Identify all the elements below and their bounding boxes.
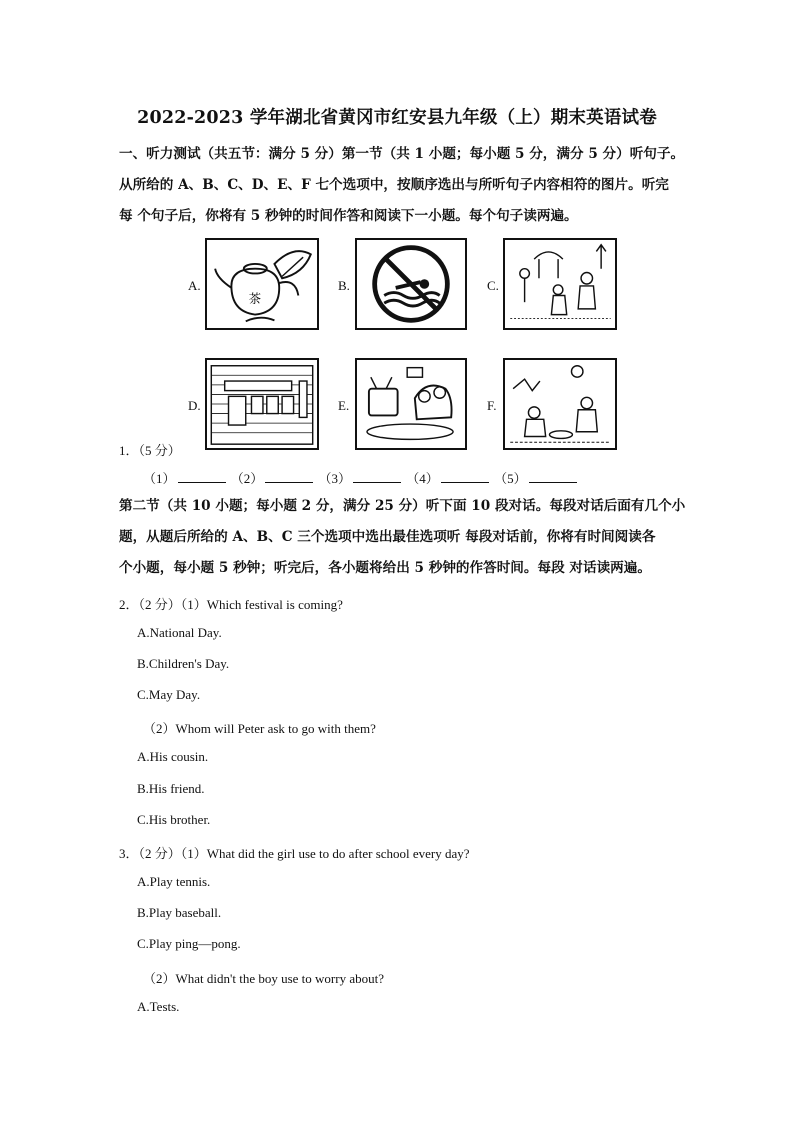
- option[interactable]: A.His cousin.: [137, 749, 209, 764]
- option[interactable]: C.May Day.: [137, 687, 201, 702]
- answer-blank[interactable]: [353, 471, 401, 483]
- blank-label: （2）: [230, 471, 264, 486]
- question-3-head: 3．（2 分）（1）What did the girl use to do after school every day?: [119, 846, 470, 861]
- answer-blank[interactable]: [441, 471, 489, 483]
- instruction-line: 个小题，每小题 5 秒钟；听完后，各小题将给出 5 秒钟的作答时间。每段 对话读两遍。: [119, 560, 651, 576]
- instruction-line: 从所给的 A、B、C、D、E、F 七个选项中，按顺序选出与所听句子内容相符的图片。听完: [119, 177, 669, 193]
- blank-label: （3）: [318, 471, 352, 486]
- option[interactable]: B.His friend.: [137, 781, 205, 796]
- family-tv-icon: [355, 358, 467, 450]
- picture-label-f: F.: [487, 398, 497, 413]
- option[interactable]: C.Play ping—pong.: [137, 936, 241, 951]
- sub-question: （2）What didn't the boy use to worry about?: [143, 971, 384, 986]
- blank-label: （1）: [143, 471, 176, 486]
- option[interactable]: A.Tests.: [137, 999, 180, 1014]
- question-2-head: 2．（2 分）（1）Which festival is coming?: [119, 597, 343, 612]
- blank-label: （4）: [406, 471, 439, 486]
- picture-label-c: C.: [487, 278, 499, 293]
- question-1-blanks: [143, 468, 579, 487]
- page-title: 2022-2023 学年湖北省黄冈市红安县九年级（上）期末英语试卷: [137, 108, 657, 128]
- answer-blank[interactable]: [529, 471, 577, 483]
- instruction-line: 每 个句子后，你将有 5 秒钟的时间作答和阅读下一小题。每个句子读两遍。: [119, 208, 578, 224]
- no-swimming-icon: [355, 238, 467, 330]
- answer-blank[interactable]: [265, 471, 313, 483]
- bank-building-icon: [205, 358, 319, 450]
- picture-label-a: A.: [188, 278, 201, 293]
- svg-text:茶: 茶: [248, 291, 262, 307]
- blank-label: （5）: [494, 471, 527, 486]
- option[interactable]: C.His brother.: [137, 812, 211, 827]
- option[interactable]: A.National Day.: [137, 625, 222, 640]
- instruction-line: 题，从题后所给的 A、B、C 三个选项中选出最佳选项听 每段对话前，你将有时间阅读各: [119, 529, 656, 545]
- question-1-head: 1．（5 分）: [119, 443, 181, 458]
- park-people-icon: [503, 238, 617, 330]
- option[interactable]: B.Play baseball.: [137, 905, 222, 920]
- sub-question: （2）Whom will Peter ask to go with them?: [143, 721, 376, 736]
- instruction-line: 第二节（共 10 小题；每小题 2 分，满分 25 分）听下面 10 段对话。每段对话后面有几个小: [119, 498, 686, 514]
- picture-label-b: B.: [338, 278, 350, 293]
- option[interactable]: A.Play tennis.: [137, 874, 211, 889]
- picture-label-d: D.: [188, 398, 201, 413]
- picnic-icon: [503, 358, 617, 450]
- picture-label-e: E.: [338, 398, 350, 413]
- section2-instructions: [119, 491, 686, 584]
- section1-instructions: [119, 139, 685, 232]
- answer-blank[interactable]: [178, 471, 226, 483]
- option[interactable]: B.Children's Day.: [137, 656, 230, 671]
- teapot-icon: [205, 238, 319, 330]
- instruction-line: 一、听力测试（共五节：满分 5 分）第一节（共 1 小题；每小题 5 分，满分 5 分）听句子。: [119, 146, 685, 162]
